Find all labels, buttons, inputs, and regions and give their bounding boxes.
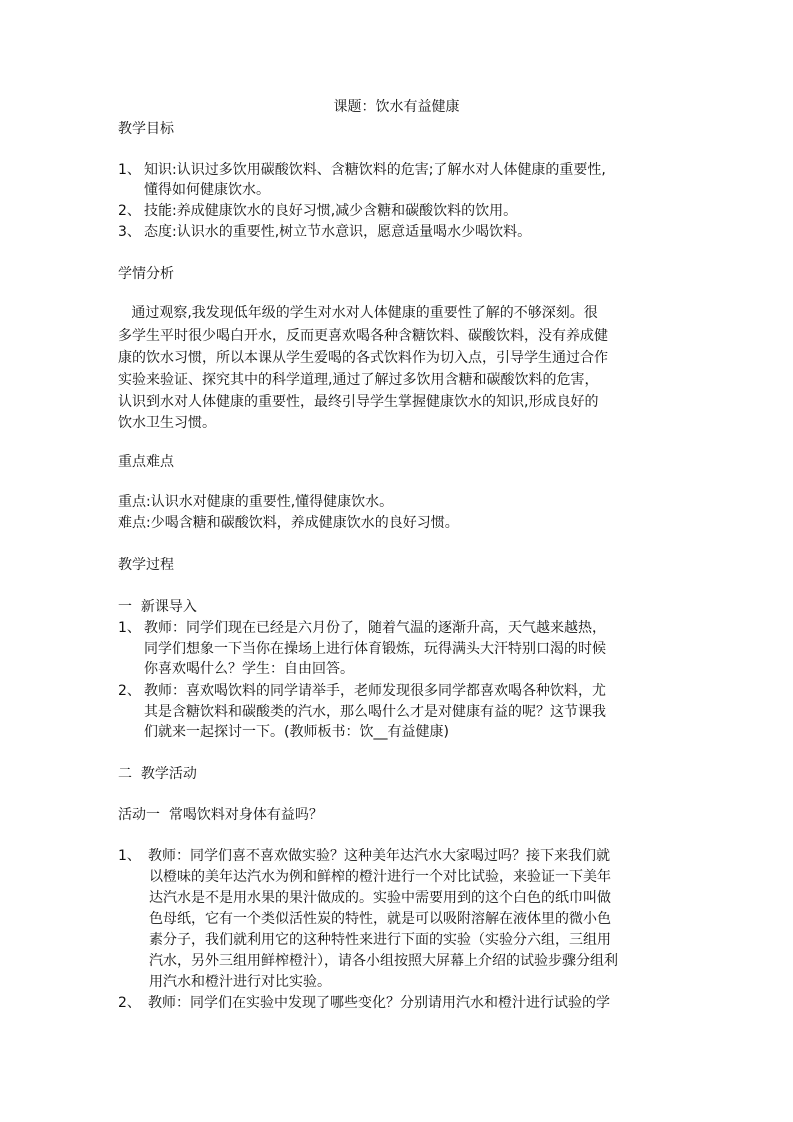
analysis-heading: 学情分析: [118, 266, 174, 282]
process-heading: 教学过程: [118, 557, 174, 573]
key-heading: 重点难点: [118, 454, 174, 470]
key-line-1: 重点:认识水对健康的重要性,懂得健康饮水。: [118, 494, 394, 510]
activity1-item-1-line-5: 素分子，我们就利用它的这种特性来进行下面的实验（实验分六组，三组用: [149, 932, 611, 948]
part1-item-1-line-2: 同学们想象一下当你在操场上进行体育锻炼，玩得满头大汗特别口渴的时候: [144, 641, 606, 657]
activity1-item-1-num: 1、: [118, 848, 141, 864]
goal-item-2-num: 2、: [118, 203, 141, 219]
part1-item-2-line-3: 们就来一起探讨一下。(教师板书：饮__有益健康): [144, 724, 449, 740]
part1-item-1-line-3: 你喜欢喝什么？学生：自由回答。: [144, 661, 354, 677]
part1-item-1-line-1: 教师：同学们现在已经是六月份了，随着气温的逐渐升高，天气越来越热，: [144, 620, 606, 636]
activity1-heading: 活动一 常喝饮料对身体有益吗？: [118, 807, 323, 823]
goal-item-1-num: 1、: [118, 162, 141, 178]
goal-item-3-line-1: 态度:认识水的重要性,树立节水意识，愿意适量喝水少喝饮料。: [144, 224, 532, 240]
analysis-line-3: 康的饮水习惯，所以本课从学生爱喝的各式饮料作为切入点，引导学生通过合作: [118, 350, 608, 366]
part1-heading: 一 新课导入: [118, 599, 197, 615]
goals-heading: 教学目标: [118, 121, 174, 137]
part1-item-2: [118, 681, 606, 701]
activity1-item-1: [118, 846, 610, 866]
activity1-item-1-line-6: 汽水，另外三组用鲜榨橙汁），请各小组按照大屏幕上介绍的试验步骤分组利: [149, 953, 618, 969]
part1-item-1-num: 1、: [118, 620, 141, 636]
activity1-item-1-line-3: 达汽水是不是用水果的果汁做成的。实验中需要用到的这个白色的纸巾叫做: [149, 890, 611, 906]
activity1-item-1-line-1: 教师：同学们喜不喜欢做实验？这种美年达汽水大家喝过吗？接下来我们就: [148, 848, 610, 864]
goal-item-1-line-2: 懂得如何健康饮水。: [144, 182, 270, 198]
activity1-item-2-num: 2、: [118, 995, 141, 1011]
part1-item-2-line-2: 其是含糖饮料和碳酸类的汽水，那么喝什么才是对健康有益的呢？这节课我: [144, 704, 606, 720]
activity1-item-2-line-1: 教师：同学们在实验中发现了哪些变化？分别请用汽水和橙汁进行试验的学: [148, 995, 610, 1011]
activity1-item-1-line-2: 以橙味的美年达汽水为例和鲜榨的橙汁进行一个对比试验，来验证一下美年: [149, 869, 611, 885]
goal-item-1-line-1: 知识:认识过多饮用碳酸饮料、含糖饮料的危害;了解水对人体健康的重要性,: [144, 162, 606, 178]
goal-item-2: [118, 201, 517, 221]
analysis-line-5: 认识到水对人体健康的重要性，最终引导学生掌握健康饮水的知识,形成良好的: [118, 394, 599, 410]
goal-item-2-line-1: 技能:养成健康饮水的良好习惯,减少含糖和碳酸饮料的饮用。: [144, 203, 518, 219]
goal-item-1: [118, 160, 606, 180]
activity1-item-1-line-4: 色母纸，它有一个类似活性炭的特性，就是可以吸附溶解在液体里的微小色: [149, 911, 611, 927]
activity1-item-1-line-7: 用汽水和橙汁进行对比实验。: [149, 974, 331, 990]
activity1-item-2: [118, 993, 610, 1013]
part1-item-1: [118, 618, 606, 638]
goal-item-3-num: 3、: [118, 224, 141, 240]
part2-heading: 二 教学活动: [118, 766, 197, 782]
key-line-2: 难点:少喝含糖和碳酸饮料，养成健康饮水的良好习惯。: [118, 515, 459, 531]
page-title: 课题：饮水有益健康: [333, 99, 460, 115]
goal-item-3: [118, 222, 531, 242]
analysis-line-6: 饮水卫生习惯。: [118, 415, 216, 431]
analysis-line-2: 多学生平时很少喝白开水，反而更喜欢喝各种含糖饮料、碳酸饮料，没有养成健: [118, 328, 608, 344]
analysis-line-1: 通过观察,我发现低年级的学生对水对人体健康的重要性了解的不够深刻。很: [118, 305, 598, 321]
analysis-line-4: 实验来验证、探究其中的科学道理,通过了解过多饮用含糖和碳酸饮料的危害，: [118, 372, 599, 388]
part1-item-2-line-1: 教师：喜欢喝饮料的同学请举手，老师发现很多同学都喜欢喝各种饮料，尤: [144, 683, 606, 699]
part1-item-2-num: 2、: [118, 683, 141, 699]
